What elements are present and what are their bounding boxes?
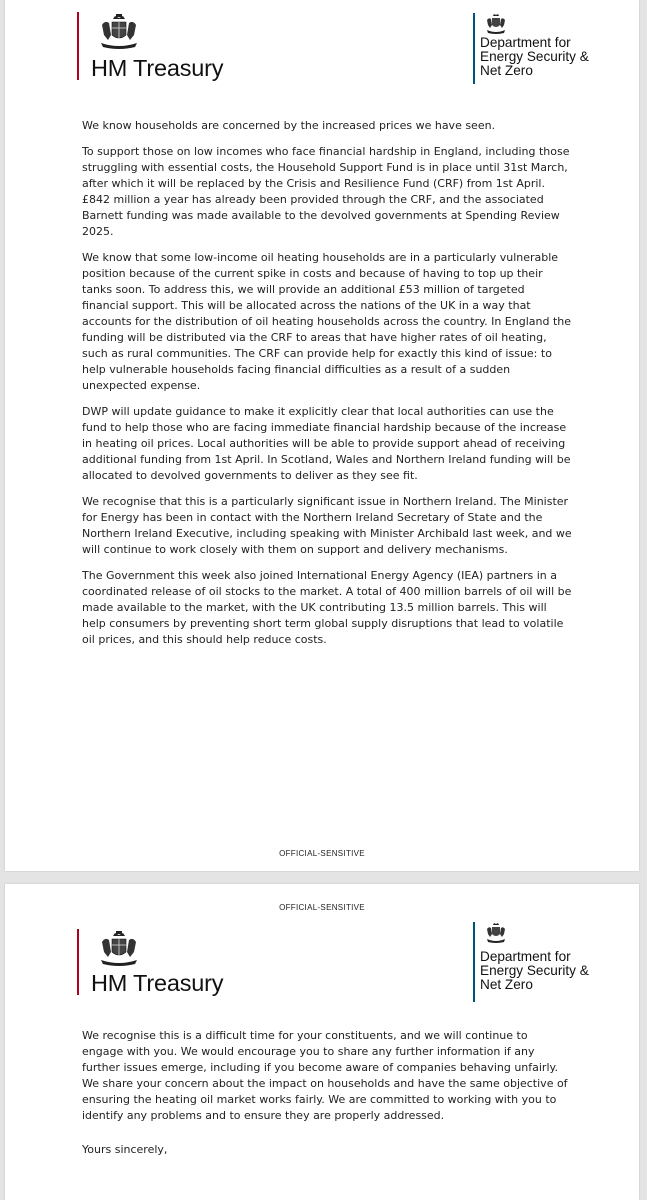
desnz-wordmark: Department for Energy Security & Net Zero: [480, 949, 589, 993]
red-rule: [77, 929, 79, 995]
paragraph: DWP will update guidance to make it explicitly clear that local authorities can use the fund to help those who are facing immediate financial hardship because of the increase in heating oil prices. Local authorities will be able to provide support ahead of receiving additional funding from 1st April. In Scotland, Wales and Northern Ireland funding will be allocated to devolved governments to deliver as they see fit.: [82, 405, 571, 482]
letter-page-2: [5, 884, 639, 1200]
paragraph: We recognise that this is a particularly significant issue in Northern Ireland. The Minister for Energy has been in contact with the Northern Ireland Secretary of State and the Northern Ireland Executive, including speaking with Minister Archibald last week, and we will continue to work closely with them on support and delivery mechanisms.: [82, 495, 572, 556]
red-rule: [77, 12, 79, 80]
desnz-wordmark: Department for Energy Security & Net Zero: [480, 35, 589, 79]
paragraph: The Government this week also joined International Energy Agency (IEA) partners in a coordinated release of oil stocks to the market. A total of 400 million barrels of oil will be made available to the market, with the UK contributing 13.5 million barrels. This will help consumers by preventing short term global supply disruptions that lead to volatile oil prices, and this should help reduce costs.: [82, 569, 572, 646]
royal-crest-icon: [97, 13, 141, 51]
royal-crest-icon: [97, 930, 141, 968]
letter-body: [82, 118, 572, 658]
security-marking-header: OFFICIAL-SENSITIVE: [279, 903, 365, 912]
hm-treasury-wordmark: HM Treasury: [91, 970, 224, 996]
blue-rule: [473, 13, 475, 84]
security-marking-footer: OFFICIAL-SENSITIVE: [279, 849, 365, 858]
hm-treasury-wordmark: HM Treasury: [91, 55, 224, 81]
paragraph: We know that some low-income oil heating households are in a particularly vulnerable position because of the current spike in costs and because of having to top up their tanks soon. To address this, we will provide an additional £53 million of targeted financial support. This will be allocated across the nations of the UK in a way that accounts for the distribution of oil heating households across the country. In England the funding will be distributed via the CRF to areas that have higher rates of oil heating, such as rural communities. The CRF can provide help for exactly this kind of issue: to help vulnerable households facing financial difficulties as a result of a sudden unexpected expense.: [82, 251, 571, 392]
royal-crest-icon: [485, 13, 507, 35]
royal-crest-icon: [485, 922, 507, 944]
desnz-logo: [473, 13, 613, 84]
hm-treasury-logo: [77, 12, 257, 80]
paragraph: To support those on low incomes who face financial hardship in England, including those struggling with essential costs, the Household Support Fund is in place until 31st March, after which it will be replaced by the Crisis and Resilience Fund (CRF) from 1st April. £842 million a year has already been provided through the CRF, and the associated Barnett funding was made available to the devolved governments at Spending Review 2025.: [82, 145, 570, 238]
letter-page-1: [5, 0, 639, 871]
paragraph: We recognise this is a difficult time for your constituents, and we will continue to engage with you. We would encourage you to share any further information if any further issues emerge, including if you become aware of companies behaving unfairly. We share your concern about the impact on households and have the same objective of ensuring the heating oil market works fairly. We are committed to working with you to identify any problems and to ensure they are properly addressed.: [82, 1029, 568, 1122]
blue-rule: [473, 922, 475, 1002]
letter-body: [82, 1028, 572, 1168]
sign-off: Yours sincerely,: [82, 1143, 168, 1156]
paragraph: We know households are concerned by the increased prices we have seen.: [82, 119, 496, 132]
hm-treasury-logo: [77, 929, 257, 995]
desnz-logo: [473, 922, 613, 1002]
